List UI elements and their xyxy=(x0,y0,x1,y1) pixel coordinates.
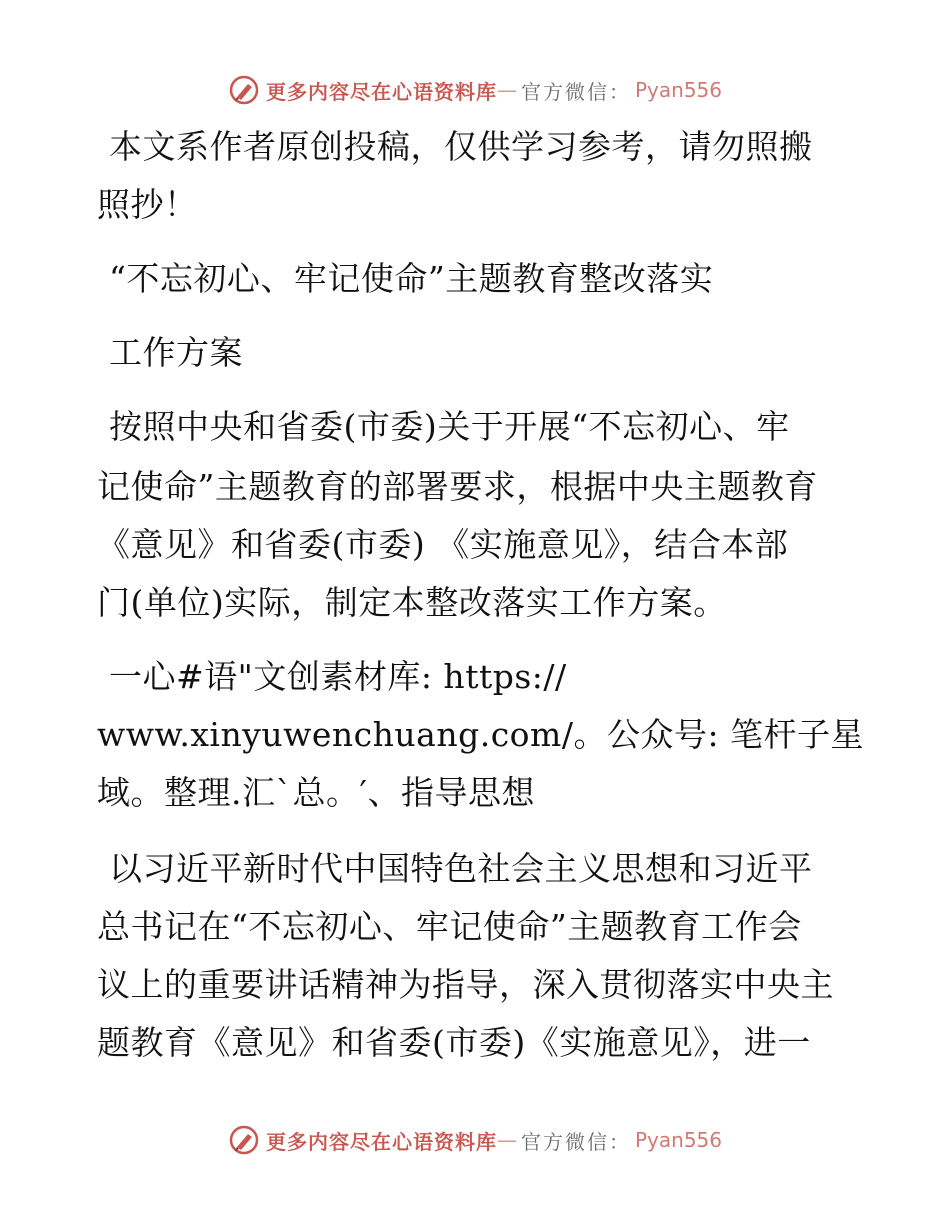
title-line-2 xyxy=(97,324,243,382)
section1-text-2: www.xinyuwenchuang.com/。公众号: 笔杆子星 xyxy=(97,715,865,754)
intro-text-3: 《意见》和省委(市委) 《实施意见》，结合本部 xyxy=(97,525,789,564)
header-banner-main-text: 更多内容尽在心语资料库 xyxy=(265,79,497,104)
intro-text-2: 记使命”主题教育的部署要求，根据中央主题教育 xyxy=(97,467,818,506)
header-banner xyxy=(0,70,950,110)
title-line-1 xyxy=(97,250,713,308)
body-text-4: 题教育《意见》和省委(市委)《实施意见》，进一 xyxy=(97,1023,811,1062)
body-line-2 xyxy=(97,898,802,956)
intro-line-1 xyxy=(97,398,790,456)
intro-text-4: 门(单位)实际，制定本整改落实工作方案。 xyxy=(97,583,727,622)
body-text-2: 总书记在“不忘初心、牢记使命”主题教育工作会 xyxy=(97,907,802,946)
section1-line-2 xyxy=(97,706,864,764)
intro-line-4 xyxy=(97,574,727,632)
body-text-3: 议上的重要讲话精神为指导，深入贯彻落实中央主 xyxy=(97,965,834,1004)
intro-line-2 xyxy=(97,458,818,516)
section1-line-3 xyxy=(97,764,535,822)
section1-text-1: 一心#语"文创素材库: https:// xyxy=(109,657,567,696)
body-line-4 xyxy=(97,1014,811,1072)
body-line-3 xyxy=(97,956,834,1014)
footer-banner-dash: — xyxy=(496,1128,517,1152)
pen-logo-icon xyxy=(228,74,260,106)
intro-text-1: 按照中央和省委(市委)关于开展“不忘初心、牢 xyxy=(109,407,790,446)
title-text-2: 工作方案 xyxy=(109,333,243,372)
section1-text-3: 域。整理.汇`总。′、指导思想 xyxy=(97,773,535,812)
notice-line-2 xyxy=(97,176,198,234)
section1-line-1 xyxy=(97,648,567,706)
header-banner-dash: — xyxy=(496,78,517,102)
title-text-1: “不忘初心、牢记使命”主题教育整改落实 xyxy=(109,259,714,298)
body-line-1 xyxy=(97,840,813,898)
footer-banner-main-text: 更多内容尽在心语资料库 xyxy=(265,1129,497,1154)
intro-line-3 xyxy=(97,516,788,574)
notice-text-1: 本文系作者原创投稿，仅供学习参考，请勿照搬 xyxy=(109,127,813,166)
footer-banner-wechat-id: Pyan556 xyxy=(634,1128,722,1152)
header-banner-label: 官方微信： xyxy=(520,79,631,104)
body-text-1: 以习近平新时代中国特色社会主义思想和习近平 xyxy=(109,849,813,888)
header-banner-wechat-id: Pyan556 xyxy=(634,78,722,102)
footer-banner-label: 官方微信： xyxy=(520,1129,631,1154)
pen-logo-icon xyxy=(228,1124,260,1156)
footer-banner xyxy=(0,1120,950,1160)
notice-line-1 xyxy=(97,118,813,176)
notice-text-2: 照抄！ xyxy=(97,185,198,224)
